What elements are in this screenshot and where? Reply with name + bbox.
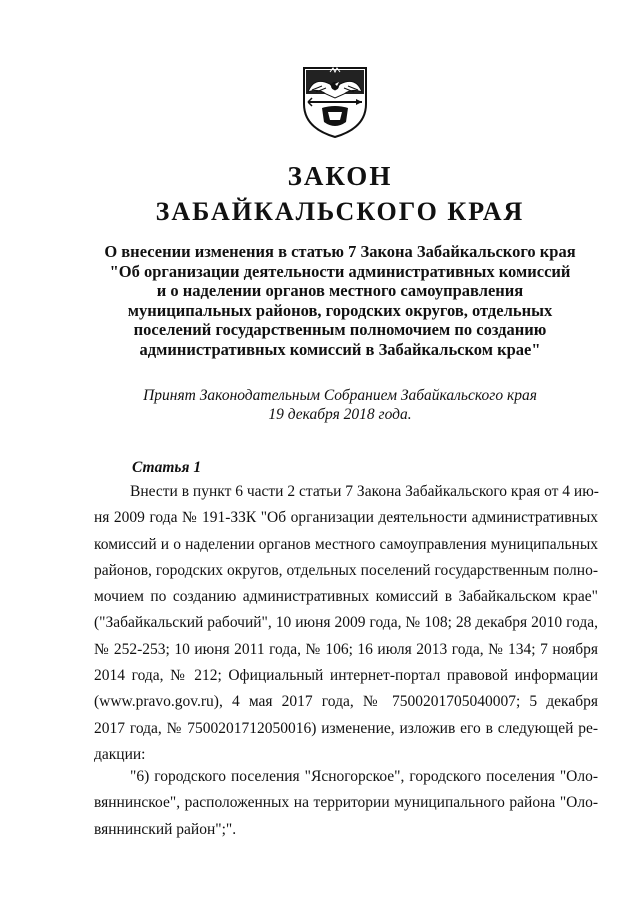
article-heading: Статья 1 [132, 459, 202, 476]
paragraph-line: дакции: [94, 745, 146, 763]
subject-line: О внесении изменения в статью 7 Закона Забайкальского края [104, 242, 576, 261]
subject-line: муниципальных районов, городских округов, отдельных [127, 300, 553, 320]
subject-line: "Об организации деятельности административных комиссий [109, 261, 571, 281]
paragraph-line: комиссий и о наделении органов местного самоуправления муниципальных [94, 535, 598, 553]
paragraph-line: Внести в пункт 6 части 2 статьи 7 Закона Забайкальского края от 4 ию- [130, 483, 599, 500]
paragraph-line: ня 2009 года № 191-ЗЗК "Об организации деятельности административных [94, 509, 598, 527]
paragraph-line: вяннинское", расположенных на территории муниципального района "Оло- [94, 794, 598, 812]
paragraph-line: районов, городских округов, отдельных поселений государственным полно- [94, 561, 598, 579]
paragraph-line: № 252-253; 10 июня 2011 года, № 106; 16 июля 2013 года, № 134; 7 ноября [94, 640, 598, 658]
paragraph-line: мочием по созданию административных комиссий в Забайкальском крае" [94, 588, 598, 606]
paragraph-line: (www.pravo.gov.ru), 4 мая 2017 года, № 7500201705040007; 5 декабря [94, 693, 598, 711]
subject-line: административных комиссий в Забайкальском крае" [139, 339, 541, 359]
paragraph-line: 2017 года, № 7500201712050016) изменение, изложив его в следующей ре- [94, 719, 598, 737]
paragraph-line: 2014 года, № 212; Официальный интернет-портал правовой информации [94, 667, 598, 685]
subject-line: поселений государственным полномочием по созданию [133, 320, 547, 340]
adoption-date: 19 декабря 2018 года. [268, 406, 412, 423]
paragraph-line: ("Забайкальский рабочий", 10 июня 2009 года, № 108; 28 декабря 2010 года, [94, 614, 598, 632]
subject-line: и о наделении органов местного самоуправления [156, 281, 524, 301]
law-region-title: ЗАБАЙКАЛЬСКОГО КРАЯ [155, 197, 525, 226]
adoption-note [60, 386, 620, 424]
paragraph-line: вяннинский район";". [94, 820, 237, 838]
article-paragraph-1 [94, 479, 598, 768]
law-title: ЗАКОН [287, 161, 393, 191]
coat-of-arms-emblem [300, 64, 370, 140]
article-paragraph-2 [94, 764, 598, 843]
paragraph-line: "6) городского поселения "Ясногорское", городского поселения "Оло- [130, 768, 598, 785]
adoption-line: Принят Законодательным Собранием Забайкальского края [143, 387, 537, 404]
law-subject [60, 242, 620, 360]
